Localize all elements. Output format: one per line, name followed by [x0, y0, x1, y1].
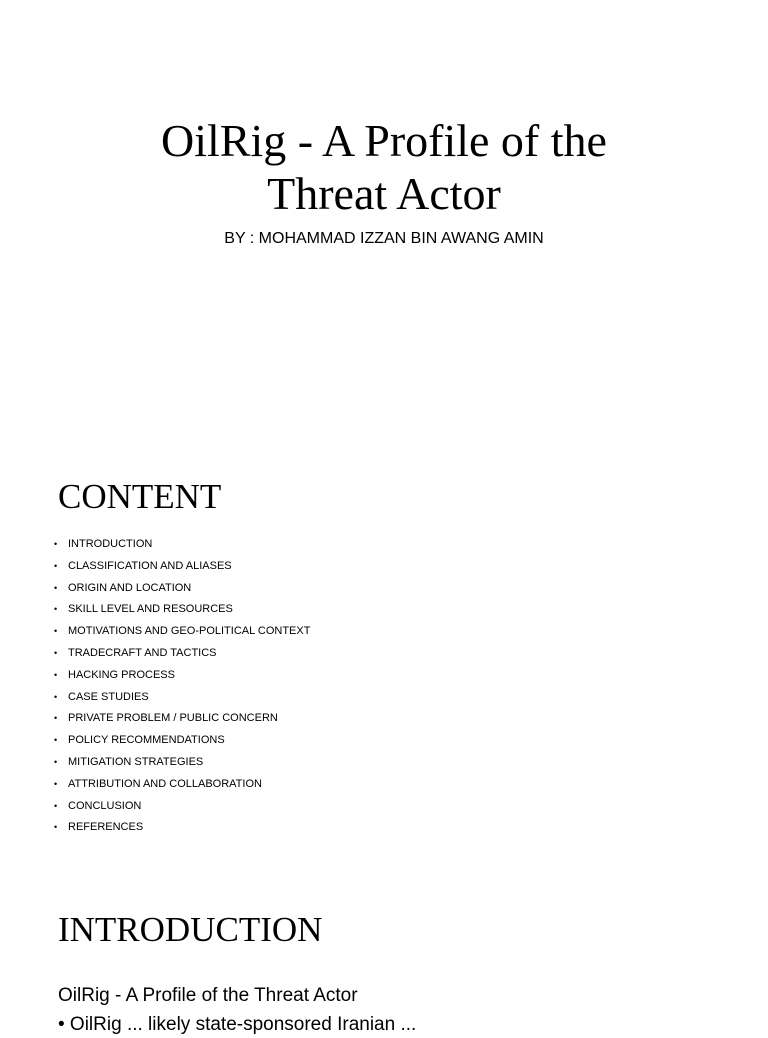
bullet-icon: •: [54, 822, 58, 833]
bullet-icon: •: [54, 539, 58, 549]
bullet-icon: •: [54, 604, 58, 615]
toc-item-label: TRADECRAFT AND TACTICS: [68, 646, 217, 659]
toc-item: [54, 752, 310, 774]
bullet-icon: •: [54, 756, 58, 767]
toc-item-label: ORIGIN AND LOCATION: [68, 581, 192, 594]
toc-item-label: CONCLUSION: [68, 799, 142, 812]
toc-item: [54, 774, 310, 796]
introduction-subtitle: OilRig - A Profile of the Threat Actor: [58, 985, 358, 1006]
toc-item: [54, 534, 310, 556]
title-line-1: OilRig - A Profile of the: [161, 115, 607, 166]
content-heading: CONTENT: [58, 477, 222, 516]
toc-item-label: SKILL LEVEL AND RESOURCES: [68, 603, 233, 616]
toc-item-label: MITIGATION STRATEGIES: [68, 755, 204, 768]
toc-item-label: MOTIVATIONS AND GEO-POLITICAL CONTEXT: [68, 625, 311, 638]
toc-item: [54, 730, 310, 752]
toc-item-label: INTRODUCTION: [68, 538, 153, 550]
bullet-icon: •: [54, 647, 58, 658]
toc-item-label: ATTRIBUTION AND COLLABORATION: [68, 777, 262, 790]
bullet-icon: •: [54, 800, 58, 811]
toc-item-label: CLASSIFICATION AND ALIASES: [68, 559, 232, 572]
toc-item: [54, 578, 310, 600]
introduction-partial-text: • OilRig ... likely state-sponsored Iranian ...: [58, 1014, 417, 1035]
bullet-icon: •: [54, 626, 58, 637]
toc-item-label: PRIVATE PROBLEM / PUBLIC CONCERN: [68, 712, 278, 725]
toc-item-label: HACKING PROCESS: [68, 668, 175, 681]
toc-item: [54, 687, 310, 709]
title-line-2: Threat Actor: [267, 168, 501, 219]
toc-item-label: CASE STUDIES: [68, 690, 149, 703]
toc-item-label: POLICY RECOMMENDATIONS: [68, 734, 225, 747]
bullet-icon: •: [54, 691, 58, 702]
toc-item: [54, 621, 310, 643]
document-title: [0, 114, 768, 220]
toc-item: [54, 665, 310, 687]
toc-item: [54, 817, 310, 839]
toc-item-label: REFERENCES: [68, 821, 144, 834]
table-of-contents: [54, 534, 310, 839]
bullet-icon: •: [54, 735, 58, 746]
bullet-icon: •: [54, 778, 58, 789]
author-byline: BY : MOHAMMAD IZZAN BIN AWANG AMIN: [224, 230, 544, 247]
toc-item: [54, 796, 310, 818]
bullet-icon: •: [54, 669, 58, 680]
introduction-heading: INTRODUCTION: [58, 910, 323, 949]
bullet-icon: •: [54, 560, 58, 571]
toc-item: [54, 556, 310, 578]
bullet-icon: •: [54, 713, 58, 724]
toc-item: [54, 708, 310, 730]
toc-item: [54, 599, 310, 621]
bullet-icon: •: [54, 582, 58, 593]
toc-item: [54, 643, 310, 665]
